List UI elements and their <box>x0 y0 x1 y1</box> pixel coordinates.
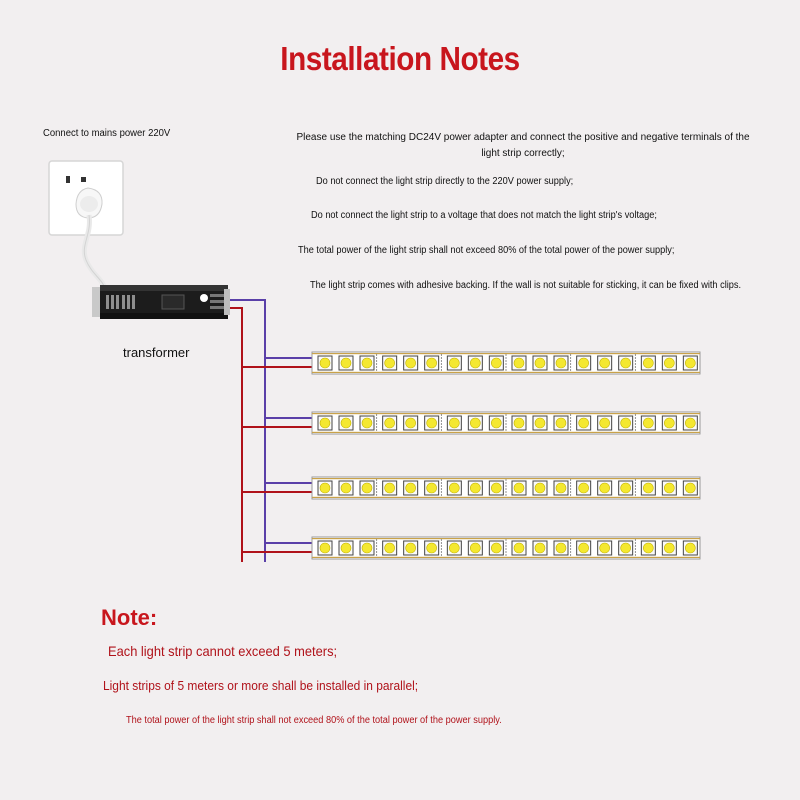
note-line-parallel: Light strips of 5 meters or more shall be installed in parallel; <box>103 678 419 693</box>
led-strip <box>312 477 700 499</box>
note-heading: Note: <box>101 605 158 630</box>
led-strip <box>312 537 700 559</box>
positive-main-wire <box>230 308 242 562</box>
wires <box>230 300 312 562</box>
led-strip <box>312 412 700 434</box>
note-line-power: The total power of the light strip shall not exceed 80% of the total power of the power supply. <box>126 715 502 726</box>
transformer-label: transformer <box>123 345 190 360</box>
negative-main-wire <box>230 300 265 562</box>
mains-power-label: Connect to mains power 220V <box>43 128 171 139</box>
instruction-power-limit: The total power of the light strip shall not exceed 80% of the total power of the power supply; <box>298 245 675 256</box>
instruction-voltage-match: Do not connect the light strip to a voltage that does not match the light strip's voltage; <box>311 210 657 221</box>
note-line-length: Each light strip cannot exceed 5 meters; <box>108 643 338 659</box>
led-strip <box>312 352 700 374</box>
instruction-no-220v: Do not connect the light strip directly to the 220V power supply; <box>316 176 574 187</box>
page-title: Installation Notes <box>280 40 520 77</box>
instruction-adhesive: The light strip comes with adhesive backing. If the wall is not suitable for sticking, it can be fixed with clips. <box>310 280 742 291</box>
led-strips <box>312 352 700 559</box>
instruction-adapter: Please use the matching DC24V power adapter and connect the positive and negative terminals of the light strip correctly; <box>296 132 750 159</box>
